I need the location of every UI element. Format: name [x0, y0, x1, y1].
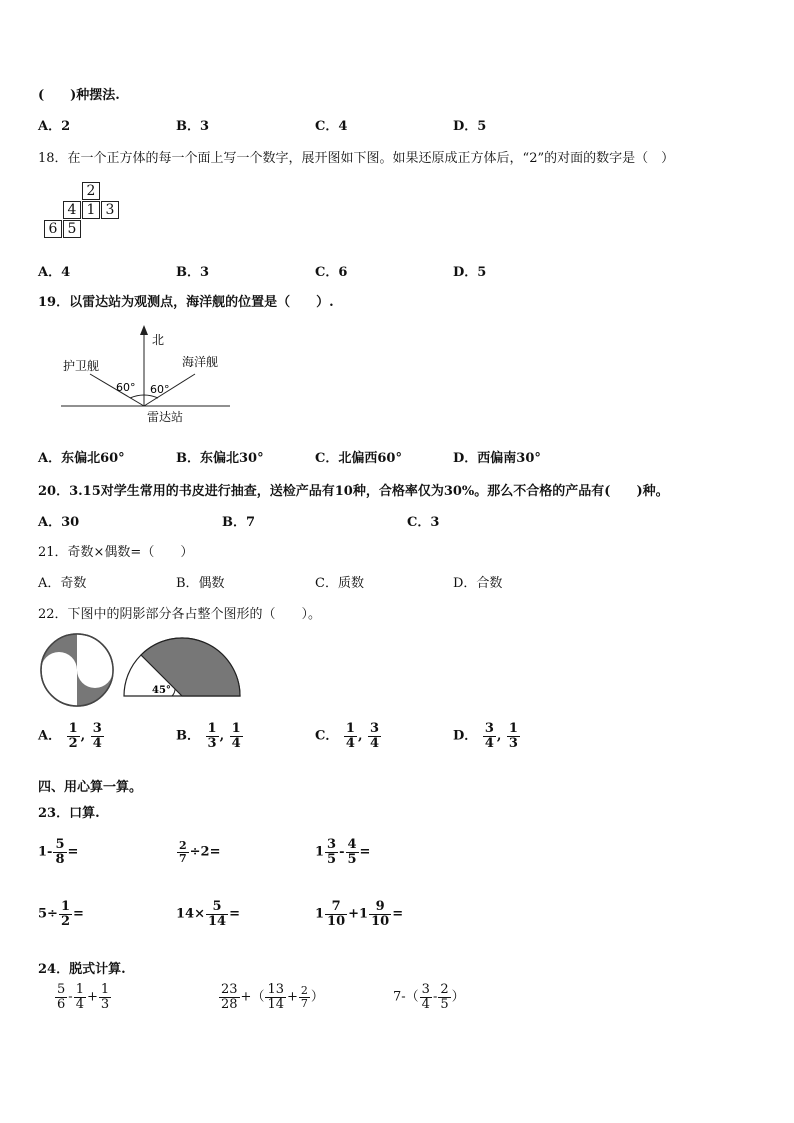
fraction: $\frac{3}{4}$: [421, 982, 430, 1012]
q21-question: 21．奇数×偶数=（ ）: [38, 545, 194, 560]
q17-option-a[interactable]: A．2: [38, 119, 71, 134]
net-cell: 5: [63, 220, 81, 238]
fraction: $\frac{3}{4}$: [370, 721, 380, 751]
fraction: $\frac{1}{3}$: [508, 721, 518, 751]
q18-option-b[interactable]: B．3: [176, 265, 210, 280]
ocean-ship-label: 海洋舰: [182, 355, 219, 369]
radar-station-label: 雷达站: [147, 410, 184, 424]
fraction: $\frac{2}{7}$: [300, 984, 308, 1010]
q19-option-b[interactable]: B．东偏北30°: [176, 451, 264, 466]
fraction: $\frac{5}{8}$: [55, 837, 65, 867]
fraction: $\frac{1}{4}$: [231, 721, 241, 751]
q22-option-a[interactable]: A． $\frac{1}{2}$ , $\frac{3}{4}$: [38, 721, 102, 751]
option-letter: D．: [453, 728, 478, 744]
fraction: $\frac{1}{3}$: [100, 982, 110, 1012]
q19-question: 19．以雷达站为观测点，海洋舰的位置是（ ）.: [38, 295, 334, 310]
q21-option-c[interactable]: C．质数: [315, 576, 364, 591]
q18-option-d[interactable]: D．5: [453, 265, 487, 280]
q22-option-c[interactable]: C． $\frac{1}{4}$ , $\frac{3}{4}$: [315, 721, 380, 751]
angle-left-label: 60°: [116, 381, 136, 394]
q19-option-c[interactable]: C．北偏西60°: [315, 451, 402, 466]
fraction: $\frac{7}{10}$: [327, 899, 346, 929]
q17-option-c[interactable]: C．4: [315, 119, 348, 134]
q21-option-b[interactable]: B．偶数: [176, 576, 225, 591]
fraction: $\frac{1}{4}$: [75, 982, 84, 1012]
q19-option-d[interactable]: D．西偏南30°: [453, 451, 541, 466]
angle-label: 45°: [152, 685, 171, 696]
net-cell: 4: [63, 201, 81, 219]
q22-option-d[interactable]: D． $\frac{3}{4}$ , $\frac{1}{3}$: [453, 721, 518, 751]
radar-direction-diagram: [55, 322, 240, 427]
angle-right-label: 60°: [150, 383, 170, 396]
fraction: $\frac{2}{5}$: [440, 982, 449, 1012]
q19-option-a[interactable]: A．东偏北60°: [38, 451, 125, 466]
fraction: $\frac{3}{4}$: [484, 721, 494, 751]
q18-option-c[interactable]: C．6: [315, 265, 348, 280]
escort-ship-label: 护卫舰: [63, 359, 100, 373]
calc-item: 1- $\frac{5}{8}$ =: [38, 837, 79, 867]
net-cell: 1: [82, 201, 100, 219]
q20-option-a[interactable]: A．30: [38, 515, 80, 530]
net-cell: 3: [101, 201, 119, 219]
fraction: $\frac{1}{2}$: [60, 899, 70, 929]
q17-tail: ( )种摆法.: [38, 88, 120, 103]
swirl-circle-figure: [39, 632, 115, 708]
fraction: $\frac{5}{6}$: [57, 982, 66, 1012]
expression-3: 7-（ $\frac{3}{4}$ - $\frac{2}{5}$ ）: [393, 982, 465, 1012]
net-cell: 6: [44, 220, 62, 238]
fraction: $\frac{9}{10}$: [371, 899, 390, 929]
fraction: $\frac{1}{3}$: [207, 721, 217, 751]
fraction: $\frac{2}{7}$: [179, 839, 187, 865]
section-heading: 四、用心算一算。: [38, 780, 143, 795]
q20-question: 20．3.15对学生常用的书皮进行抽查，送检产品有10种，合格率仅为30%。那么不合格的产品有( )种。: [38, 484, 669, 499]
q18-option-a[interactable]: A．4: [38, 265, 71, 280]
fraction: $\frac{1}{4}$: [345, 721, 355, 751]
expression-1: $\frac{5}{6}$ - $\frac{1}{4}$ + $\frac{1}{3}$: [57, 982, 110, 1012]
calc-item: 5÷ $\frac{1}{2}$ =: [38, 899, 84, 929]
q21-option-a[interactable]: A．奇数: [38, 576, 87, 591]
semicircle-figure: [122, 635, 242, 699]
q21-option-d[interactable]: D．合数: [453, 576, 503, 591]
q22-option-b[interactable]: B． $\frac{1}{3}$ , $\frac{1}{4}$: [176, 721, 241, 751]
option-letter: A．: [38, 728, 62, 744]
fraction: $\frac{4}{5}$: [347, 837, 357, 867]
net-cell: 2: [82, 182, 100, 200]
option-letter: B．: [176, 728, 200, 744]
north-label: 北: [152, 333, 165, 347]
q24-title: 24．脱式计算.: [38, 962, 126, 977]
q18-question: 18．在一个正方体的每一个面上写一个数字，展开图如下图。如果还原成正方体后，“2”的对面的数字是（ ）: [38, 151, 675, 166]
calc-item: 1 $\frac{7}{10}$ +1 $\frac{9}{10}$ =: [315, 899, 404, 929]
q20-option-b[interactable]: B．7: [222, 515, 256, 530]
q22-question: 22．下图中的阴影部分各占整个图形的（ ）。: [38, 607, 322, 622]
calc-item: 1 $\frac{3}{5}$ - $\frac{4}{5}$ =: [315, 837, 371, 867]
q23-title: 23．口算.: [38, 806, 100, 821]
fraction: $\frac{3}{4}$: [92, 721, 102, 751]
calc-item: $\frac{2}{7}$ ÷2=: [179, 839, 221, 865]
fraction: $\frac{3}{5}$: [327, 837, 337, 867]
q17-option-b[interactable]: B．3: [176, 119, 210, 134]
fraction: $\frac{23}{28}$: [221, 982, 238, 1012]
q20-option-c[interactable]: C．3: [407, 515, 440, 530]
expression-2: $\frac{23}{28}$ +（ $\frac{13}{14}$ + $\frac{2}{7}$ ）: [221, 982, 324, 1012]
q17-option-d[interactable]: D．5: [453, 119, 487, 134]
fraction: $\frac{5}{14}$: [207, 899, 227, 929]
fraction: $\frac{13}{14}$: [267, 982, 284, 1012]
fraction: $\frac{1}{2}$: [68, 721, 78, 751]
option-letter: C．: [315, 728, 339, 744]
calc-item: 14× $\frac{5}{14}$ =: [176, 899, 240, 929]
